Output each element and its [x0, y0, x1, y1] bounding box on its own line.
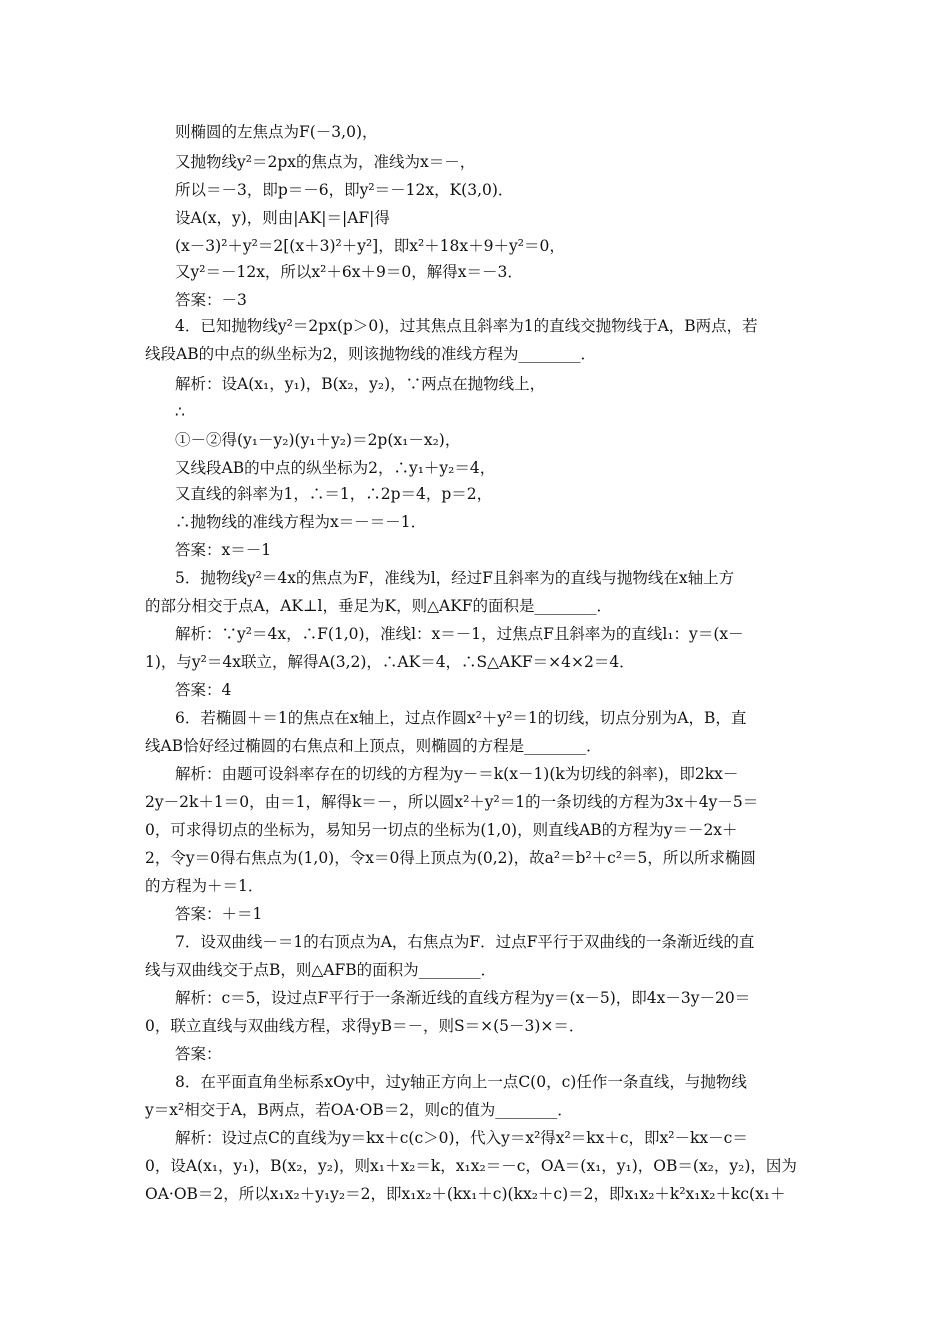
- text-line: 所以＝－3，即p＝－6，即y²＝－12x，K(3,0)．: [175, 181, 514, 199]
- answer-line: 答案：x＝－1: [175, 541, 272, 559]
- text-line: 又y²＝－12x，所以x²＋6x＋9＝0，解得x＝－3．: [175, 263, 523, 281]
- question-8-line: 8．在平面直角坐标系xOy中，过y轴正方向上一点C(0，c)任作一条直线，与抛物线: [175, 1073, 747, 1091]
- text-line: 2，令y＝0得右焦点为(1,0)，令x＝0得上顶点为(0,2)，故a²＝b²＋c²＝5，所以所求椭圆: [145, 849, 756, 867]
- text-line: ∴抛物线的准线方程为x＝－＝－1．: [175, 513, 427, 531]
- answer-line: 答案：: [175, 1045, 222, 1063]
- text-line: 又线段AB的中点的纵坐标为2，∴y₁＋y₂＝4，: [175, 459, 496, 477]
- text-line: 2y－2k＋1＝0，由＝1，解得k＝－，所以圆x²＋y²＝1的一条切线的方程为3x＋4y－5＝: [145, 793, 759, 811]
- text-line: (x－3)²＋y²＝2[(x＋3)²＋y²]，即x²＋18x＋9＋y²＝0，: [175, 237, 565, 255]
- question-6-line: 6．若椭圆＋＝1的焦点在x轴上，过点作圆x²＋y²＝1的切线，切点分别为A，B，直: [175, 709, 747, 727]
- text-line: 线与双曲线交于点B，则△AFB的面积为________．: [145, 961, 497, 979]
- text-line: ∴: [175, 403, 185, 421]
- text-line: 的方程为＋＝1．: [145, 877, 264, 895]
- text-line: 又直线的斜率为1，∴＝1，∴2p＝4，p＝2，: [175, 485, 493, 503]
- text-line: ①－②得(y₁－y₂)(y₁＋y₂)＝2p(x₁－x₂)，: [175, 431, 461, 449]
- text-line: 设A(x，y)，则由|AK|＝|AF|得: [175, 209, 390, 227]
- question-7-line: 7．设双曲线－＝1的右顶点为A，右焦点为F．过点F平行于双曲线的一条渐近线的直: [175, 933, 755, 951]
- text-line: 的部分相交于点A，AK⊥l，垂足为K，则△AKF的面积是________．: [145, 597, 613, 615]
- text-line: 1)，与y²＝4x联立，解得A(3,2)，∴AK＝4，∴S△AKF＝×4×2＝4．: [145, 653, 635, 671]
- text-line: 0，可求得切点的坐标为，易知另一切点的坐标为(1,0)，则直线AB的方程为y＝－2x＋: [145, 821, 738, 839]
- question-4-line: 4．已知抛物线y²＝2px(p＞0)，过其焦点且斜率为1的直线交抛物线于A，B两点，若: [175, 317, 758, 335]
- text-line: 0，联立直线与双曲线方程，求得yB＝－，则S＝×(5－3)×＝．: [145, 1017, 585, 1035]
- text-line: 则椭圆的左焦点为F(－3,0)，: [175, 123, 378, 141]
- answer-line: 答案：4: [175, 681, 232, 699]
- answer-line: 答案：＋＝1: [175, 905, 263, 923]
- text-line: 0，设A(x₁，y₁)，B(x₂，y₂)，则x₁＋x₂＝k，x₁x₂＝－c，OA＝(x₁，y₁)，OB＝(x₂，y₂)，因为: [145, 1157, 797, 1175]
- text-line: 线段AB的中点的纵坐标为2，则该抛物线的准线方程为________．: [145, 345, 596, 363]
- solution-line: 解析：由题可设斜率存在的切线的方程为y－＝k(x－1)(k为切线的斜率)，即2kx－: [175, 765, 739, 783]
- question-5-line: 5．抛物线y²＝4x的焦点为F，准线为l，经过F且斜率为的直线与抛物线在x轴上方: [175, 569, 735, 587]
- text-line: 线AB恰好经过椭圆的右焦点和上顶点，则椭圆的方程是________．: [145, 737, 602, 755]
- text-line: OA·OB＝2，所以x₁x₂＋y₁y₂＝2，即x₁x₂＋(kx₁＋c)(kx₂＋c)＝2，即x₁x₂＋k²x₁x₂＋kc(x₁＋: [145, 1185, 786, 1203]
- text-line: 又抛物线y²＝2px的焦点为，准线为x＝－，: [175, 153, 476, 171]
- solution-line: 解析：c＝5，设过点F平行于一条渐近线的直线方程为y＝(x－5)，即4x－3y－20＝: [175, 989, 751, 1007]
- solution-line: 解析：∵y²＝4x，∴F(1,0)，准线l：x＝－1，过焦点F且斜率为的直线l₁：y＝(x－: [175, 625, 744, 643]
- answer-line: 答案：－3: [175, 291, 247, 309]
- text-line: y＝x²相交于A，B两点，若OA·OB＝2，则c的值为________．: [145, 1101, 573, 1119]
- solution-line: 解析：设过点C的直线为y＝kx＋c(c＞0)，代入y＝x²得x²＝kx＋c，即x²－kx－c＝: [175, 1129, 748, 1147]
- solution-line: 解析：设A(x₁，y₁)，B(x₂，y₂)，∵两点在抛物线上，: [175, 375, 546, 393]
